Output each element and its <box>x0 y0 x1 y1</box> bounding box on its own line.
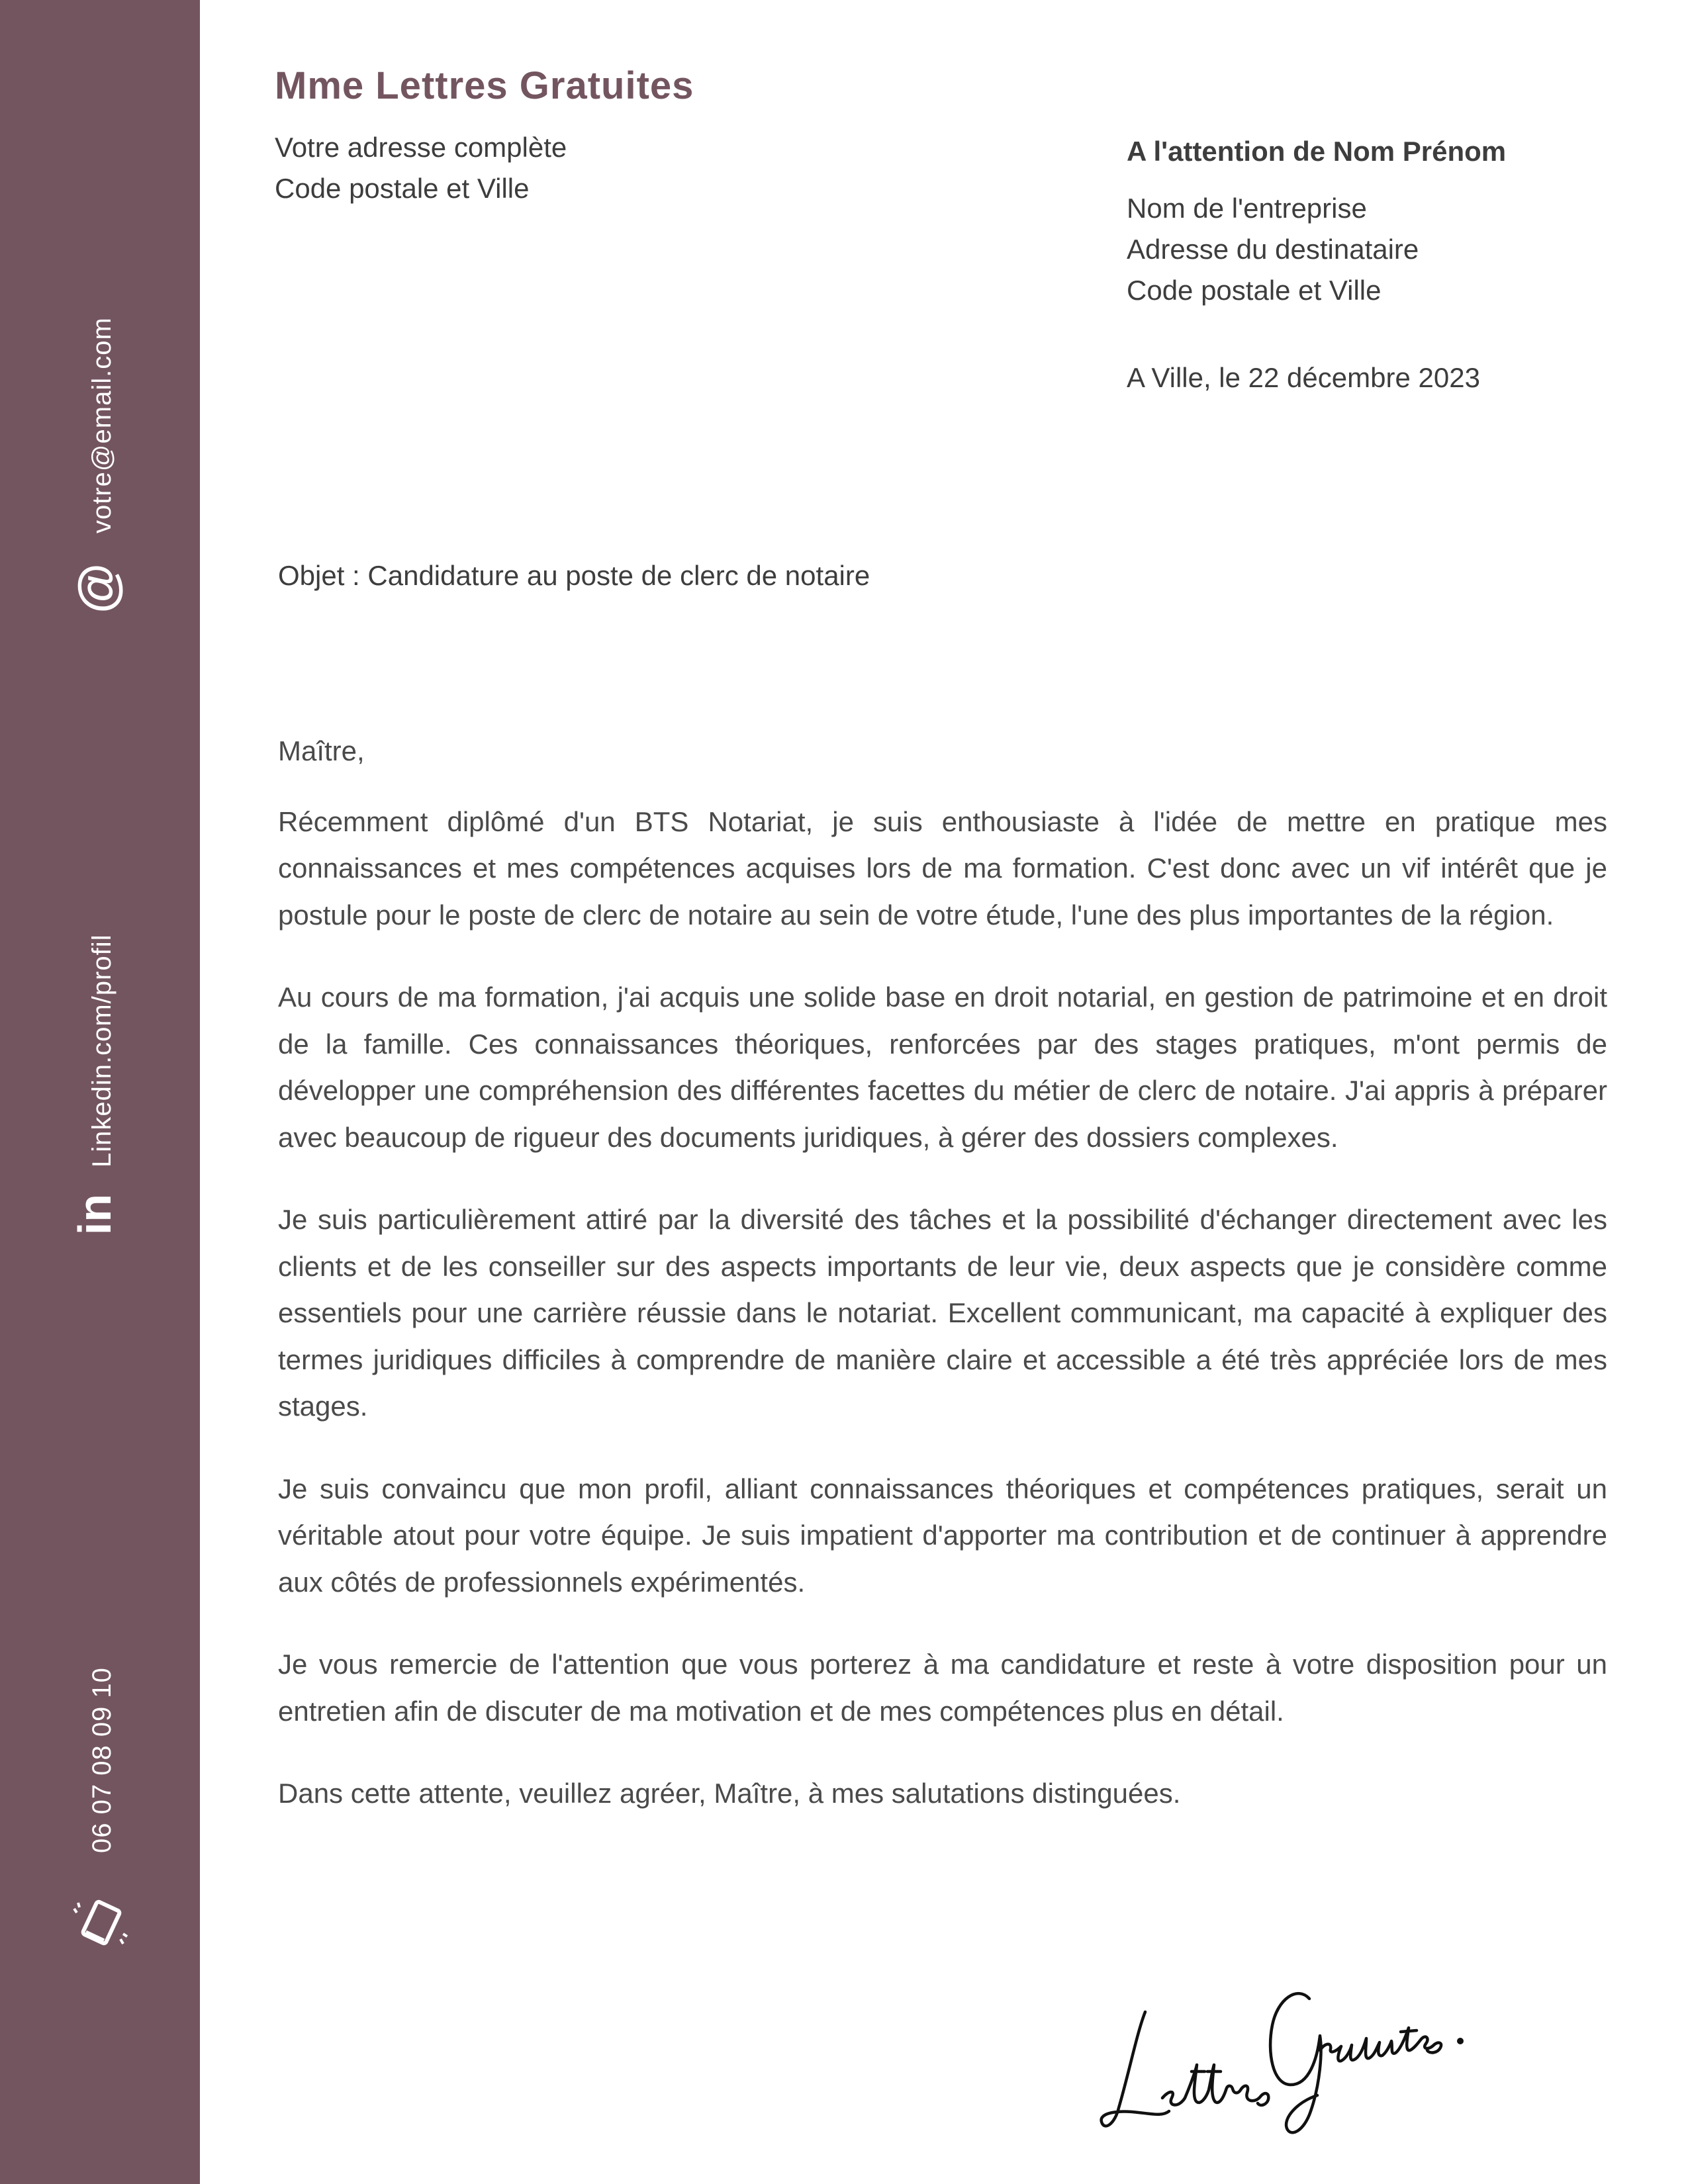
letter-closing: Dans cette attente, veuillez agréer, Maître, à mes salutations distinguées. <box>278 1778 1181 1809</box>
recipient-address: Adresse du destinataire <box>1127 234 1419 265</box>
letter-paragraph-3: Je suis particulièrement attiré par la diversité des tâches et la possibilité d'échanger directement avec les clients et de les conseiller sur des aspects importants de leur vie, deux aspects que je considère comme essentiels pour une carrière réussie dans le notariat. Excellent communicant, ma capacité à expliquer des termes juridiques difficiles à comprendre de manière claire et accessible a été très appréciée lors de mes stages. <box>278 1204 1607 1422</box>
recipient-company: Nom de l'entreprise <box>1127 193 1367 224</box>
letter-subject: Objet : Candidature au poste de clerc de notaire <box>278 560 870 591</box>
recipient-attention: A l'attention de Nom Prénom <box>1127 136 1507 167</box>
letter-paragraph-5: Je vous remercie de l'attention que vous porterez à ma candidature et reste à votre disposition pour un entretien afin de discuter de ma motivation et de mes compétences plus en détail. <box>278 1649 1607 1727</box>
recipient-city: Code postale et Ville <box>1127 275 1382 306</box>
letter-paragraph-2: Au cours de ma formation, j'ai acquis une solide base en droit notarial, en gestion de patrimoine et en droit de la famille. Ces connaissances théoriques, renforcées par des stages pratiques, m'ont permis de développer une compréhension des différentes facettes du métier de clerc de notaire. J'ai appris à préparer avec beaucoup de rigueur des documents juridiques, à gérer des dossiers complexes. <box>278 981 1607 1153</box>
sidebar-phone[interactable]: 06 07 08 09 10 <box>87 1667 117 1853</box>
sidebar-linkedin[interactable]: Linkedin.com/profil <box>87 934 117 1167</box>
letter-paragraph-4: Je suis convaincu que mon profil, alliant connaissances théoriques et compétences pratiques, serait un véritable atout pour votre équipe. Je suis impatient d'apporter ma contribution et de continuer à apprendre aux côtés de professionnels expérimentés. <box>278 1473 1607 1598</box>
sender-name: Mme Lettres Gratuites <box>275 64 694 107</box>
sidebar-email[interactable]: votre@email.com <box>87 317 117 533</box>
letter-paragraph-1: Récemment diplômé d'un BTS Notariat, je suis enthousiaste à l'idée de mettre en pratique mes connaissances et mes compétences acquises lors de ma formation. C'est donc avec un vif intérêt que je postule pour le poste de clerc de notaire au sein de votre étude, l'une des plus importantes de la région. <box>278 805 1607 931</box>
sender-address <box>275 127 567 209</box>
sidebar <box>0 0 200 2184</box>
letter-body <box>278 728 1607 1853</box>
letter-date: A Ville, le 22 décembre 2023 <box>1127 362 1480 393</box>
letter-greeting: Maître, <box>278 735 365 766</box>
phone-icon <box>71 1893 131 1952</box>
sender-address-line1: Votre adresse complète <box>275 132 567 163</box>
at-icon: @ <box>68 563 126 614</box>
sender-address-line2: Code postale et Ville <box>275 173 530 204</box>
signature <box>1099 1972 1483 2144</box>
linkedin-icon: in <box>69 1193 121 1236</box>
recipient-block <box>1127 131 1506 398</box>
